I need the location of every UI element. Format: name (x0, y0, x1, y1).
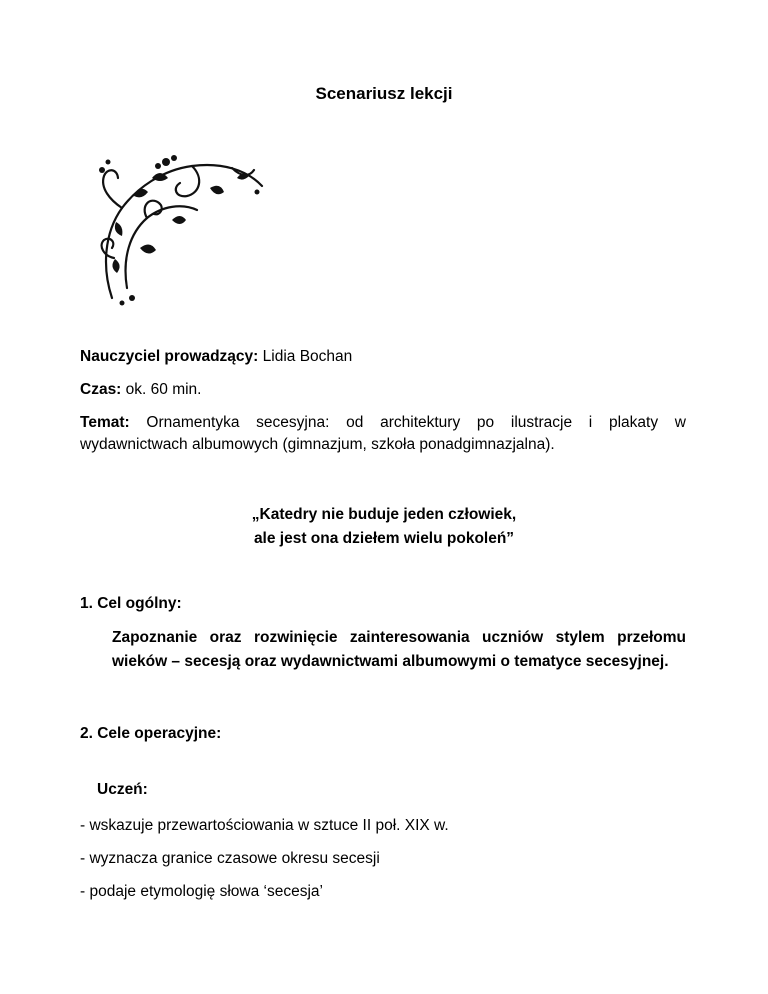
section-1-heading: 1. Cel ogólny: (80, 595, 182, 612)
list-item: - podaje etymologię słowa ‘secesja’ (80, 883, 323, 900)
time-value: ok. 60 min. (121, 381, 202, 398)
quote-line-1: „Katedry nie buduje jeden człowiek, (251, 506, 517, 523)
student-label: Uczeń: (97, 781, 148, 798)
floral-ornament-icon (92, 148, 267, 308)
time-label: Czas: (80, 381, 122, 398)
topic-value: Ornamentyka secesyjna: od architektury po ilustracje i plakaty w wydawnictwach albumowych (gimnazjum, szkoła ponadgimnazjalna). (80, 414, 686, 453)
time-line (80, 379, 201, 401)
topic-paragraph (80, 412, 686, 456)
teacher-value: Lidia Bochan (258, 348, 353, 365)
general-goal-text: Zapoznanie oraz rozwinięcie zainteresowania uczniów stylem przełomu wieków – secesją oraz wydawnictwami albumowymi o tematyce secesyjnej. (112, 629, 686, 670)
quote (0, 503, 768, 551)
document-title: Scenariusz lekcji (315, 84, 453, 103)
quote-line-2: ale jest ona dziełem wielu pokoleń” (253, 530, 515, 547)
teacher-label: Nauczyciel prowadzący: (80, 348, 259, 365)
topic-label: Temat: (80, 414, 130, 431)
section-2-heading: 2. Cele operacyjne: (80, 725, 222, 742)
list-item: - wyznacza granice czasowe okresu secesji (80, 850, 380, 867)
list-item: - wskazuje przewartościowania w sztuce II poł. XIX w. (80, 817, 449, 834)
teacher-line (80, 346, 352, 368)
